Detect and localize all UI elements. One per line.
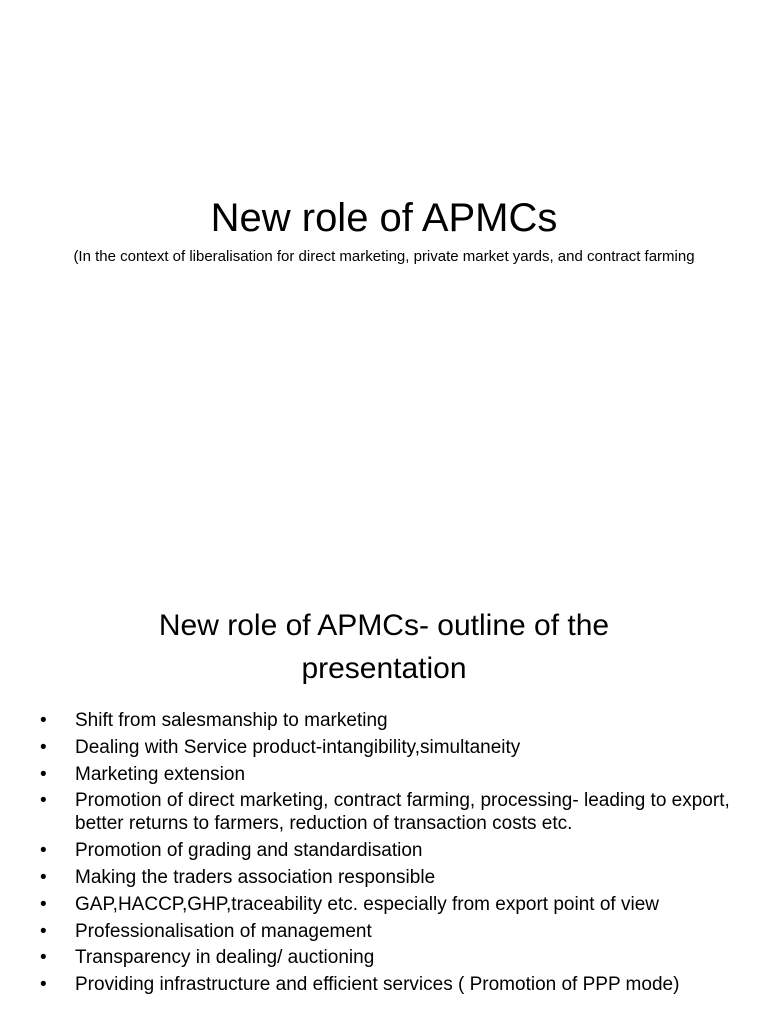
slide-subtitle: (In the context of liberalisation for direct marketing, private market yards, and contract farming [73,248,695,265]
bullet-text: Making the traders association responsible [75,866,436,888]
bullet-dot-icon: • [40,736,47,758]
bullet-item [40,973,740,996]
bullet-dot-icon: • [40,840,47,862]
bullet-item [40,893,740,916]
bullet-dot-icon: • [40,710,47,731]
bullet-text: Transparency in dealing/ auctioning [75,947,375,969]
bullet-dot-icon: • [40,947,47,969]
bullet-text: GAP,HACCP,GHP,traceability etc. especially from export point of view [75,893,659,915]
bullet-dot-icon: • [40,763,47,785]
bullet-text: Professionalisation of management [75,920,372,942]
bullet-item [40,866,740,889]
bullet-item [40,789,740,835]
outline-title: New role of APMCs- outline of the presentation [158,609,610,685]
outline-bullet-list [40,709,740,1000]
bullet-dot-icon: • [40,866,47,888]
bullet-dot-icon: • [40,920,47,942]
bullet-item [40,839,740,862]
slide-title: New role of APMCs [210,196,558,240]
bullet-dot-icon: • [40,893,47,915]
bullet-item [40,736,740,759]
bullet-text: Marketing extension [75,763,246,785]
outline-slide [0,576,768,1024]
bullet-text: Dealing with Service product-intangibility,simultaneity [75,736,521,758]
bullet-text: Promotion of direct marketing, contract farming, processing- leading to export, better returns to farmers, reduction of transaction costs etc. [75,790,730,835]
bullet-text: Shift from salesmanship to marketing [75,710,388,731]
bullet-item [40,763,740,786]
bullet-text: Promotion of grading and standardisation [75,840,423,862]
bullet-text: Providing infrastructure and efficient services ( Promotion of PPP mode) [75,974,680,996]
bullet-item [40,946,740,969]
bullet-dot-icon: • [40,790,47,812]
bullet-item [40,920,740,943]
bullet-dot-icon: • [40,974,47,996]
bullet-item [40,709,740,732]
